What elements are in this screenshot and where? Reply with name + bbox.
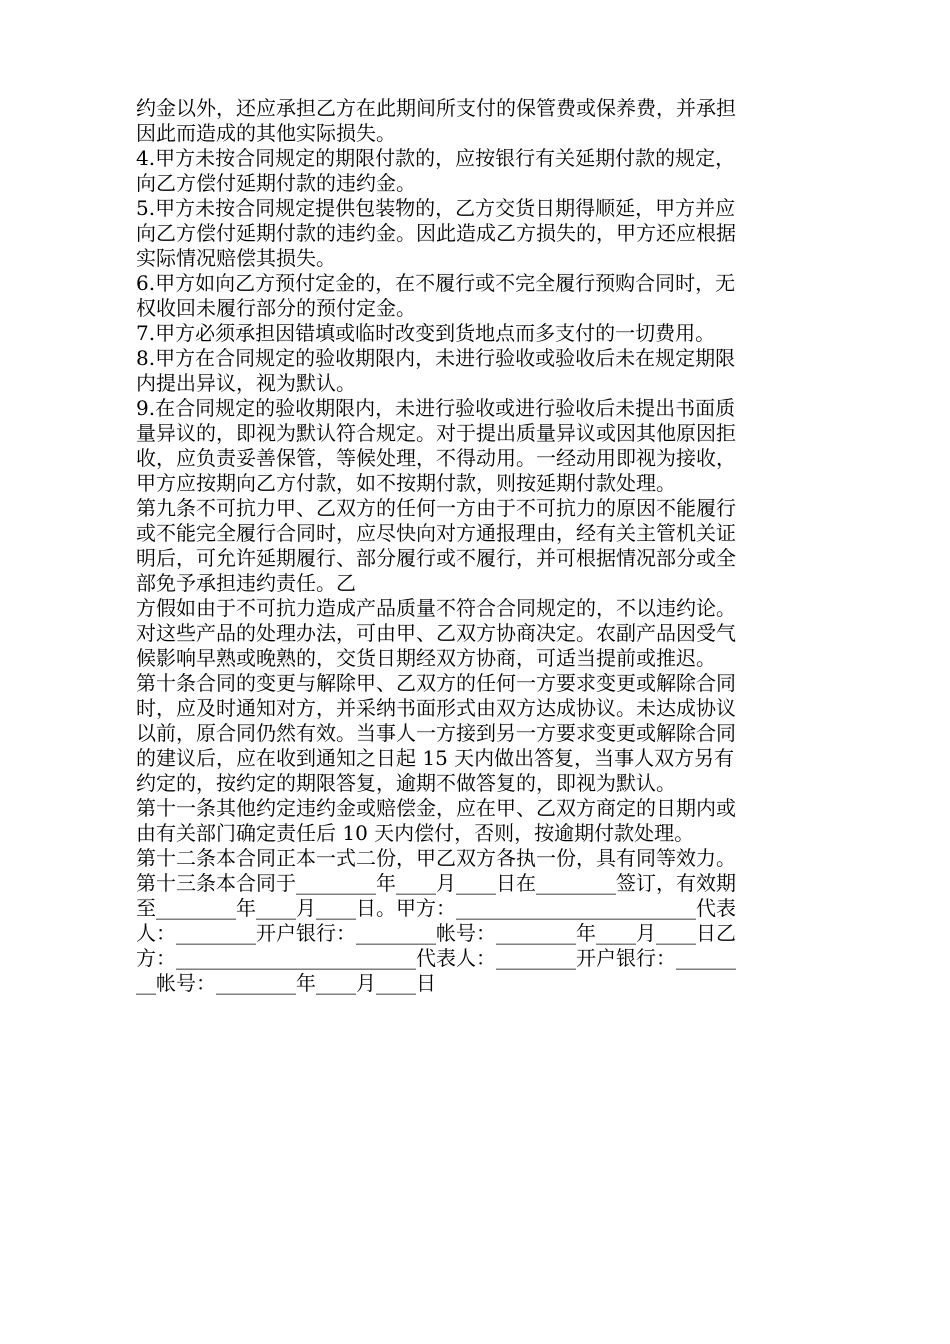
text-line: 实际情况赔偿其损失。 [136, 246, 336, 270]
text-line: 方假如由于不可抗力造成产品质量不符合合同规定的，不以违约论。 [136, 596, 736, 620]
text-line: 方：________________________代表人：________开户银行：______ [136, 946, 736, 970]
text-line: 明后，可允许延期履行、部分履行或不履行，并可根据情况部分或全 [136, 546, 736, 570]
text-line: 向乙方偿付延期付款的违约金。 [136, 171, 416, 195]
text-line: 对这些产品的处理办法，可由甲、乙双方协商决定。农副产品因受气 [136, 621, 736, 645]
text-line: 8.甲方在合同规定的验收期限内，未进行验收或验收后未在规定期限 [136, 346, 736, 370]
text-line: 权收回未履行部分的预付定金。 [136, 296, 416, 320]
text-line: 由有关部门确定责任后 10 天内偿付，否则，按逾期付款处理。 [136, 821, 695, 845]
text-line: 第十条合同的变更与解除甲、乙双方的任何一方要求变更或解除合同 [136, 671, 736, 695]
text-line: 人：________开户银行：________帐号：________年____月____日乙 [136, 921, 736, 945]
text-line: 的建议后，应在收到通知之日起 15 天内做出答复，当事人双方另有 [136, 746, 735, 770]
text-line: 时，应及时通知对方，并采纳书面形式由双方达成协议。未达成协议 [136, 696, 736, 720]
contract-document-body [136, 96, 816, 996]
text-line: 4.甲方未按合同规定的期限付款的，应按银行有关延期付款的规定， [136, 146, 736, 170]
text-line: 以前，原合同仍然有效。当事人一方接到另一方要求变更或解除合同 [136, 721, 736, 745]
text-line: 候影响早熟或晚熟的，交货日期经双方协商，可适当提前或推迟。 [136, 646, 716, 670]
text-line: 甲方应按期向乙方付款，如不按期付款，则按延期付款处理。 [136, 471, 676, 495]
text-line: 6.甲方如向乙方预付定金的，在不履行或不完全履行预购合同时，无 [136, 271, 736, 295]
text-line: 9.在合同规定的验收期限内，未进行验收或进行验收后未提出书面质 [136, 396, 736, 420]
text-line: 约金以外，还应承担乙方在此期间所支付的保管费或保养费，并承担 [136, 96, 736, 120]
text-line: 7.甲方必须承担因错填或临时改变到货地点而多支付的一切费用。 [136, 321, 716, 345]
text-line: 因此而造成的其他实际损失。 [136, 121, 396, 145]
text-line: __帐号：________年____月____日 [136, 971, 436, 995]
text-line: 至________年____月____日。甲方：________________________代表 [136, 896, 736, 920]
text-line: 或不能完全履行合同时，应尽快向对方通报理由，经有关主管机关证 [136, 521, 736, 545]
text-line: 量异议的，即视为默认符合规定。对于提出质量异议或因其他原因拒 [136, 421, 736, 445]
text-line: 第九条不可抗力甲、乙双方的任何一方由于不可抗力的原因不能履行 [136, 496, 736, 520]
text-line: 内提出异议，视为默认。 [136, 371, 356, 395]
text-line: 约定的，按约定的期限答复，逾期不做答复的，即视为默认。 [136, 771, 676, 795]
text-line: 第十二条本合同正本一式二份，甲乙双方各执一份，具有同等效力。 [136, 846, 736, 870]
text-line: 第十一条其他约定违约金或赔偿金，应在甲、乙双方商定的日期内或 [136, 796, 736, 820]
text-line: 部免予承担违约责任。乙 [136, 571, 356, 595]
text-line: 5.甲方未按合同规定提供包装物的，乙方交货日期得顺延，甲方并应 [136, 196, 736, 220]
text-line: 向乙方偿付延期付款的违约金。因此造成乙方损失的，甲方还应根据 [136, 221, 736, 245]
text-line: 第十三条本合同于________年____月____日在________签订，有效期 [136, 871, 736, 895]
text-line: 收，应负责妥善保管，等候处理，不得动用。一经动用即视为接收， [136, 446, 736, 470]
